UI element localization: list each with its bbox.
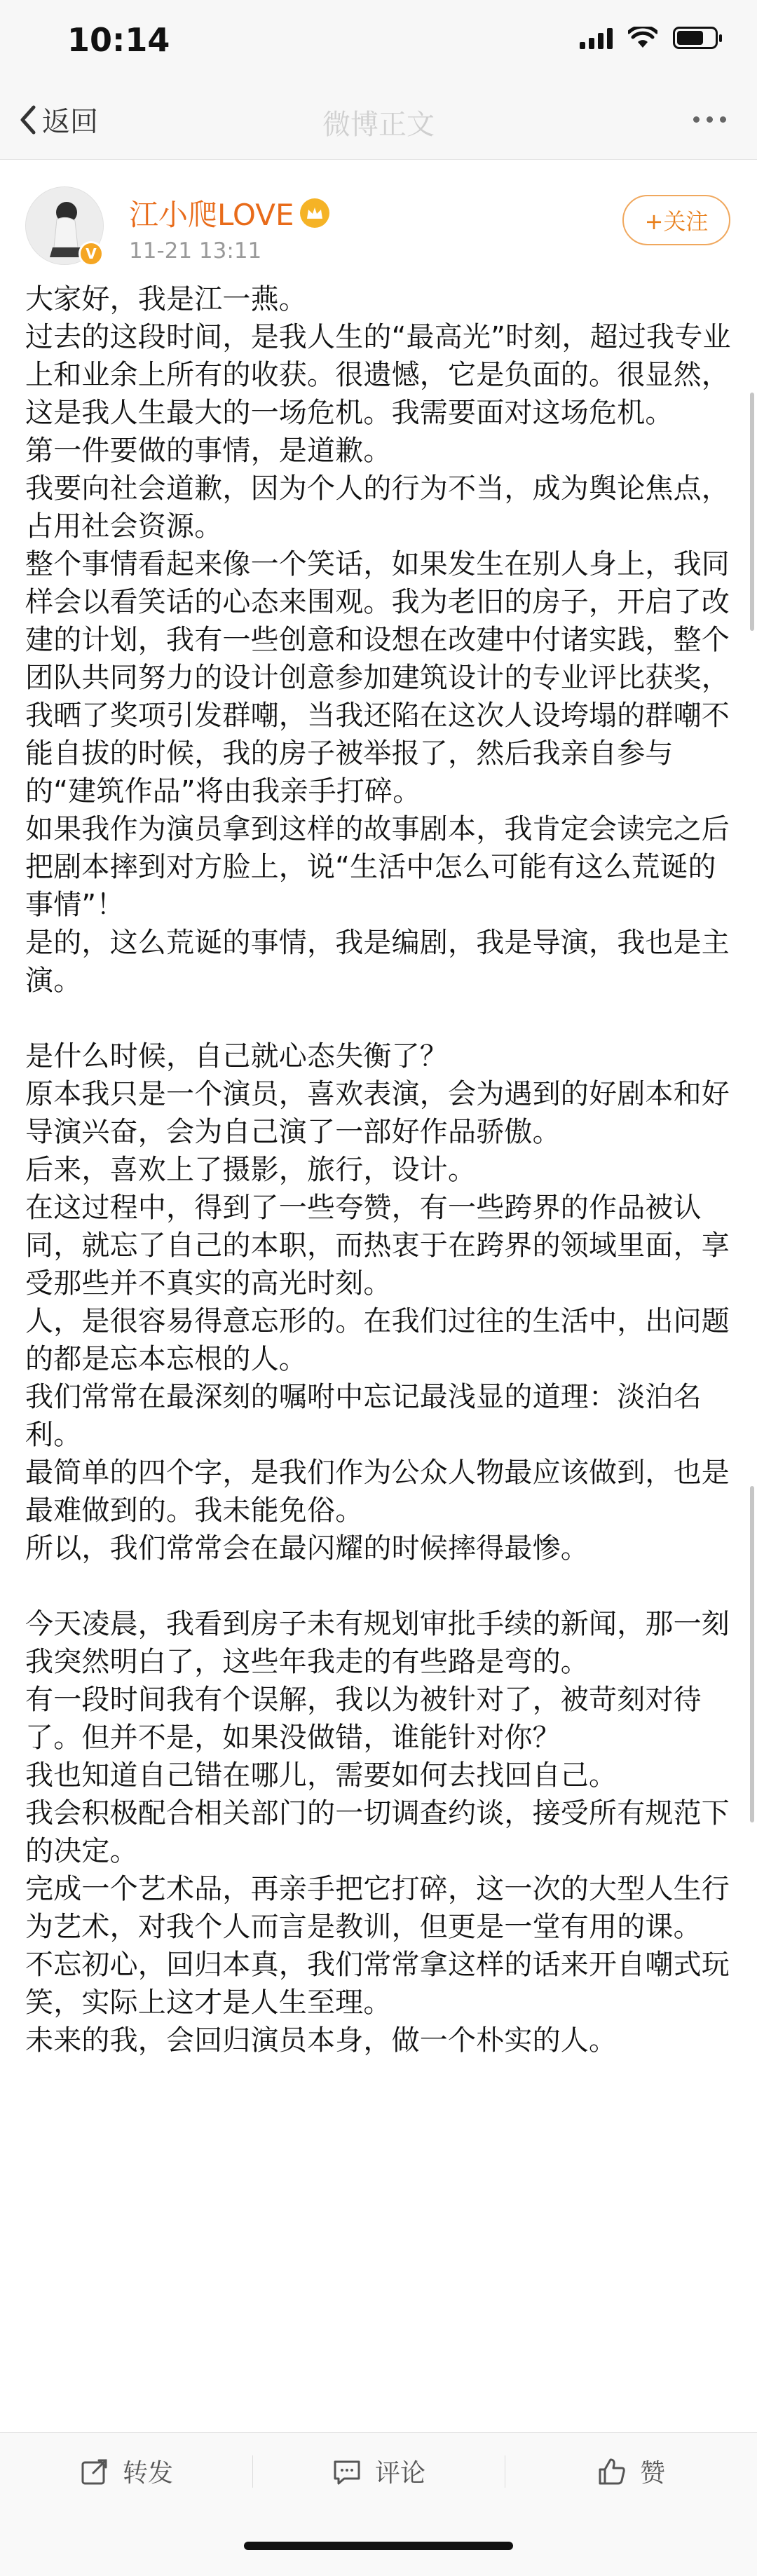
like-button[interactable]: [505, 2433, 757, 2510]
post-paragraph: 我也知道自己错在哪儿，需要如何去找回自己。: [25, 1759, 618, 1792]
page-title: 微博正文: [322, 109, 435, 141]
scrollbar-secondary: [750, 1486, 754, 1822]
post-paragraph: 有一段时间我有个误解，我以为被针对了，被苛刻对待了。但并不是，如果没做错，谁能针对你？: [25, 1684, 702, 1754]
status-time: 10:14: [67, 21, 170, 59]
back-label: 返回: [42, 106, 98, 138]
post-paragraph: 在这过程中，得到了一些夸赞，有一些跨界的作品被认同，就忘了自己的本职，而热衷于在跨界的领域里面，享受那些并不真实的高光时刻。: [25, 1192, 730, 1300]
post-paragraph: 是什么时候，自己就心态失衡了？: [25, 1040, 448, 1072]
wifi-icon: [628, 27, 657, 49]
post-paragraph: 我们常常在最深刻的嘱咐中忘记最浅显的道理：淡泊名利。: [25, 1381, 702, 1451]
status-bar: [0, 0, 757, 81]
home-indicator-area: [0, 2509, 757, 2576]
post-header: [0, 160, 757, 272]
post-paragraph: 是的，这么荒诞的事情，我是编剧，我是导演，我也是主演。: [25, 927, 730, 997]
vip-crown-icon: [300, 198, 329, 228]
repost-icon: [79, 2456, 110, 2487]
post-paragraph: 人，是很容易得意忘形的。在我们过往的生活中，出问题的都是忘本忘根的人。: [25, 1305, 730, 1375]
post-paragraph: 过去的这段时间，是我人生的“最高光”时刻，超过我专业上和业余上所有的收获。很遗憾，它是负面的。很显然，这是我人生最大的一场危机。我需要面对这场危机。: [25, 321, 731, 429]
nav-bar: [0, 81, 757, 160]
post-paragraph: 原本我只是一个演员，喜欢表演，会为遇到的好剧本和好导演兴奋，会为自己演了一部好作品骄傲。: [25, 1078, 730, 1148]
post-paragraph: 如果我作为演员拿到这样的故事剧本，我肯定会读完之后把剧本摔到对方脸上，说“生活中怎么可能有这么荒诞的事情”！: [25, 813, 730, 921]
blank-line: [25, 1567, 733, 1605]
post-paragraph: 我会积极配合相关部门的一切调查约谈，接受所有规范下的决定。: [25, 1797, 730, 1867]
post-paragraph: 后来，喜欢上了摄影，旅行，设计。: [25, 1154, 477, 1186]
action-bar: [0, 2432, 757, 2509]
repost-button[interactable]: [0, 2433, 252, 2510]
post-paragraph: 大家好，我是江一燕。: [25, 283, 307, 315]
post-paragraph: 完成一个艺术品，再亲手把它打碎，这一次的大型人生行为艺术，对我个人而言是教训，但更是一堂有用的课。: [25, 1873, 730, 1943]
post-paragraph: 所以，我们常常会在最闪耀的时候摔得最惨。: [25, 1532, 589, 1565]
home-indicator[interactable]: [244, 2542, 513, 2550]
username[interactable]: 江小爬LOVE: [129, 198, 294, 232]
comment-icon: [332, 2456, 362, 2487]
repost-label: 转发: [122, 2459, 173, 2488]
post-body: [25, 280, 733, 2059]
post-paragraph: 未来的我，会回归演员本身，做一个朴实的人。: [25, 2024, 618, 2057]
post-paragraph: 今天凌晨，我看到房子未有规划审批手续的新闻，那一刻我突然明白了，这些年我走的有些路是弯的。: [25, 1608, 730, 1678]
username-row: [129, 192, 329, 234]
post-paragraph: 整个事情看起来像一个笑话，如果发生在别人身上，我同样会以看笑话的心态来围观。我为老旧的房子，开启了改建的计划，我有一些创意和设想在改建中付诸实践，整个团队共同努力的设计创意参加建筑设计的专业评比获奖，我晒了奖项引发群嘲，当我还陷在这次人设垮塌的群嘲不能自拔的时候，我的房子被举报了，然后我亲自参与的“建筑作品”将由我亲手打碎。: [25, 548, 730, 807]
thumbs-up-icon: [596, 2456, 627, 2487]
post-paragraph: 不忘初心，回归本真，我们常常拿这样的话来开自嘲式玩笑，实际上这才是人生至理。: [25, 1949, 730, 2019]
more-options-button[interactable]: [681, 100, 737, 139]
post-paragraph: 我要向社会道歉，因为个人的行为不当，成为舆论焦点，占用社会资源。: [25, 472, 730, 543]
like-label: 赞: [639, 2459, 665, 2488]
scrollbar[interactable]: [750, 393, 754, 631]
more-icon: [693, 116, 700, 123]
battery-icon: [673, 27, 718, 49]
post-paragraph: 第一件要做的事情，是道歉。: [25, 435, 392, 467]
blank-line: [25, 1000, 733, 1037]
cellular-signal-icon: [580, 27, 613, 49]
follow-button[interactable]: +关注: [622, 195, 730, 245]
post-timestamp: 11-21 13:11: [129, 238, 262, 264]
comment-button[interactable]: [252, 2433, 505, 2510]
status-icons: [580, 27, 718, 49]
post-paragraph: 最简单的四个字，是我们作为公众人物最应该做到，也是最难做到的。我未能免俗。: [25, 1457, 730, 1527]
comment-label: 评论: [374, 2459, 425, 2488]
verified-badge-icon: V: [79, 241, 104, 266]
